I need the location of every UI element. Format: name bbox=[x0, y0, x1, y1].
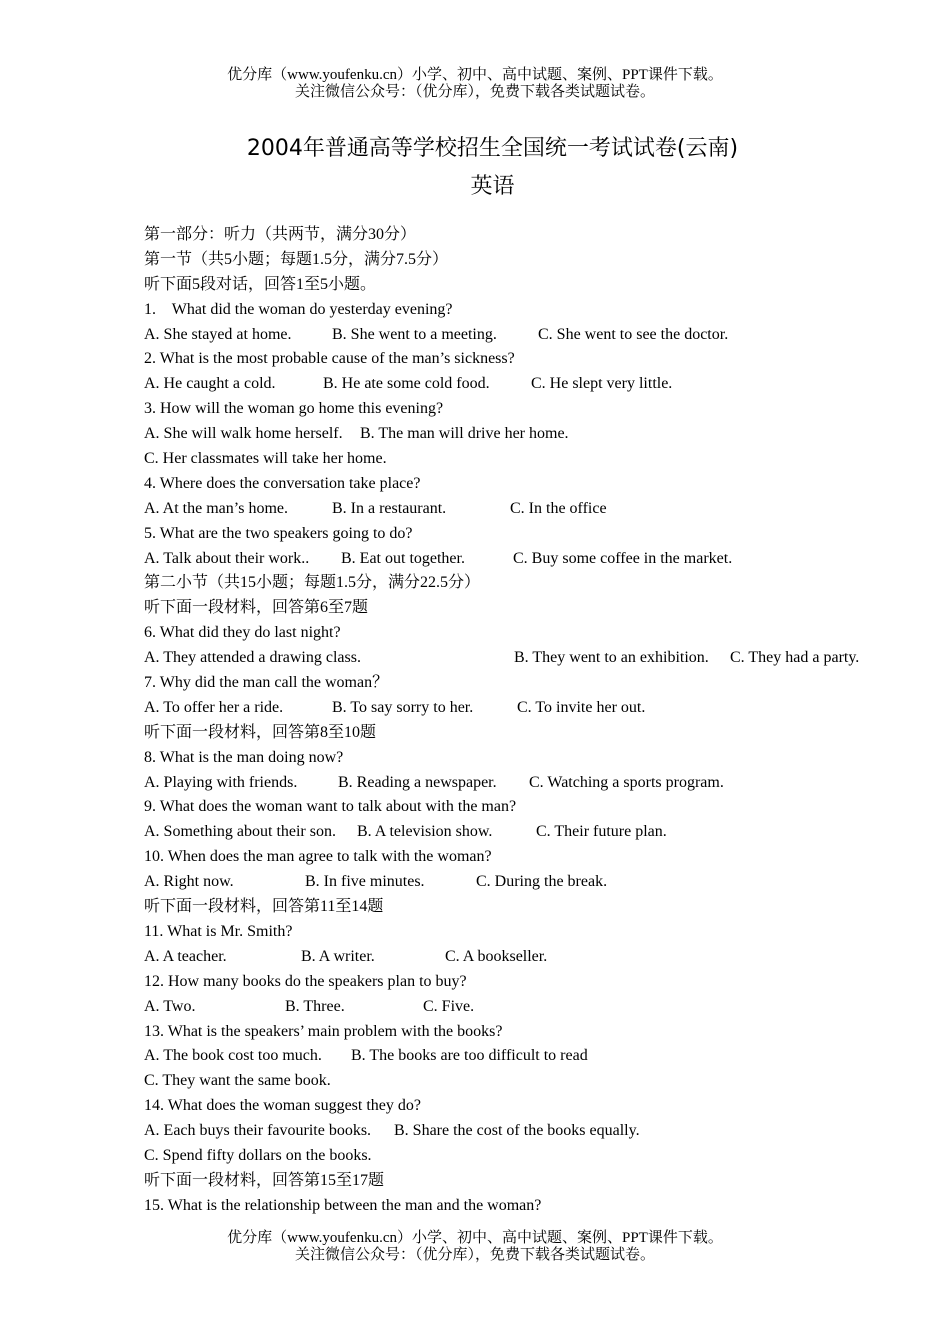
answer-option: C. Their future plan. bbox=[536, 823, 667, 841]
answer-options bbox=[144, 820, 864, 845]
text-line: 1. What did the woman do yesterday evening? bbox=[144, 300, 453, 318]
answer-options bbox=[144, 547, 864, 572]
answer-options bbox=[144, 945, 864, 970]
text-line: 听下面一段材料，回答第15至17题 bbox=[144, 1171, 385, 1189]
answer-option: A. Two. bbox=[144, 997, 196, 1015]
answer-option: B. In five minutes. bbox=[305, 873, 425, 891]
exam-title: 2004年普通高等学校招生全国统一考试试卷(云南) bbox=[246, 136, 739, 161]
answer-option: B. To say sorry to her. bbox=[332, 698, 474, 716]
answer-option: B. The books are too difficult to read bbox=[351, 1047, 588, 1065]
answer-option: A. To offer her a ride. bbox=[144, 698, 284, 716]
text-line: 15. What is the relationship between the man and the woman? bbox=[144, 1196, 542, 1214]
text-line: 3. How will the woman go home this evening? bbox=[144, 400, 444, 418]
answer-option: A. Right now. bbox=[144, 873, 234, 891]
exam-content bbox=[144, 223, 864, 1219]
answer-option: A. A teacher. bbox=[144, 947, 227, 965]
answer-option: A. Something about their son. bbox=[144, 823, 336, 841]
answer-options bbox=[144, 995, 864, 1020]
answer-option: A. At the man’s home. bbox=[144, 499, 288, 517]
answer-options bbox=[144, 323, 864, 348]
answer-option: A. Playing with friends. bbox=[144, 773, 298, 791]
text-line: 听下面一段材料，回答第6至7题 bbox=[144, 599, 369, 617]
answer-option: A. They attended a drawing class. bbox=[144, 649, 361, 667]
answer-option: C. To invite her out. bbox=[517, 698, 646, 716]
answer-option: A. She will walk home herself. bbox=[144, 425, 343, 443]
answer-option: B. Share the cost of the books equally. bbox=[394, 1122, 640, 1140]
answer-options bbox=[144, 646, 864, 671]
text-line: 2. What is the most probable cause of the man’s sickness? bbox=[144, 350, 515, 368]
text-line: C. They want the same book. bbox=[144, 1072, 331, 1090]
page-footer bbox=[0, 1230, 950, 1264]
text-line: 13. What is the speakers’ main problem with the books? bbox=[144, 1022, 503, 1040]
text-line: 第一节（共5小题；每题1.5分，满分7.5分） bbox=[144, 250, 449, 268]
answer-option: A. He caught a cold. bbox=[144, 375, 276, 393]
text-line: 听下面5段对话，回答1至5小题。 bbox=[144, 275, 377, 293]
text-line: 11. What is Mr. Smith? bbox=[144, 922, 293, 940]
answer-options bbox=[144, 1119, 864, 1144]
text-line: 6. What did they do last night? bbox=[144, 624, 341, 642]
answer-option: C. Watching a sports program. bbox=[529, 773, 724, 791]
answer-option: B. In a restaurant. bbox=[332, 499, 447, 517]
text-line: C. Spend fifty dollars on the books. bbox=[144, 1146, 372, 1164]
answer-options bbox=[144, 422, 864, 447]
text-line: 第一部分：听力（共两节，满分30分） bbox=[144, 226, 417, 243]
exam-subject: 英语 bbox=[470, 174, 515, 199]
answer-option: A. The book cost too much. bbox=[144, 1047, 322, 1065]
answer-option: A. She stayed at home. bbox=[144, 325, 292, 343]
answer-options bbox=[144, 1044, 864, 1069]
text-line: 听下面一段材料，回答第8至10题 bbox=[144, 723, 377, 741]
answer-options bbox=[144, 771, 864, 796]
answer-option: A. Talk about their work.. bbox=[144, 549, 310, 567]
text-line: 第二小节（共15小题；每题1.5分，满分22.5分） bbox=[144, 574, 481, 592]
text-line: 14. What does the woman suggest they do? bbox=[144, 1097, 421, 1115]
header-line-2: 关注微信公众号：（优分库），免费下载各类试题试卷。 bbox=[294, 84, 655, 100]
footer-line-1: 优分库（www.youfenku.cn）小学、初中、高中试题、案例、PPT课件下载。 bbox=[227, 1230, 723, 1246]
answer-option: C. In the office bbox=[510, 499, 607, 517]
answer-options bbox=[144, 696, 864, 721]
answer-option: B. They went to an exhibition. bbox=[514, 649, 709, 667]
answer-option: C. She went to see the doctor. bbox=[538, 325, 729, 343]
answer-option: A. Each buys their favourite books. bbox=[144, 1122, 372, 1140]
answer-option: C. He slept very little. bbox=[531, 375, 673, 393]
answer-option: B. She went to a meeting. bbox=[332, 325, 497, 343]
answer-option: B. He ate some cold food. bbox=[323, 375, 490, 393]
text-line: 听下面一段材料，回答第11至14题 bbox=[144, 898, 384, 916]
text-line: 9. What does the woman want to talk about with the man? bbox=[144, 798, 517, 816]
answer-option: C. They had a party. bbox=[730, 649, 860, 667]
text-line: 8. What is the man doing now? bbox=[144, 748, 344, 766]
answer-option: B. Eat out together. bbox=[341, 549, 465, 567]
text-line: 5. What are the two speakers going to do? bbox=[144, 524, 413, 542]
page-header bbox=[0, 67, 950, 101]
text-line: 10. When does the man agree to talk with the woman? bbox=[144, 848, 492, 866]
text-line: 12. How many books do the speakers plan to buy? bbox=[144, 972, 467, 990]
text-line: 7. Why did the man call the woman？ bbox=[144, 674, 389, 692]
answer-option: B. Reading a newspaper. bbox=[338, 773, 497, 791]
footer-line-2: 关注微信公众号：（优分库），免费下载各类试题试卷。 bbox=[294, 1247, 655, 1263]
answer-option: B. Three. bbox=[285, 997, 345, 1015]
answer-option: C. During the break. bbox=[476, 873, 608, 891]
text-line: 4. Where does the conversation take place? bbox=[144, 474, 421, 492]
answer-option: B. A television show. bbox=[357, 823, 493, 841]
answer-options bbox=[144, 497, 864, 522]
answer-options bbox=[144, 372, 864, 397]
answer-option: B. A writer. bbox=[301, 947, 375, 965]
answer-options bbox=[144, 870, 864, 895]
answer-option: C. Five. bbox=[423, 997, 475, 1015]
answer-option: B. The man will drive her home. bbox=[360, 425, 569, 443]
answer-option: C. A bookseller. bbox=[445, 947, 548, 965]
text-line: C. Her classmates will take her home. bbox=[144, 450, 387, 468]
answer-option: C. Buy some coffee in the market. bbox=[513, 549, 733, 567]
header-line-1: 优分库（www.youfenku.cn）小学、初中、高中试题、案例、PPT课件下载。 bbox=[227, 67, 723, 83]
